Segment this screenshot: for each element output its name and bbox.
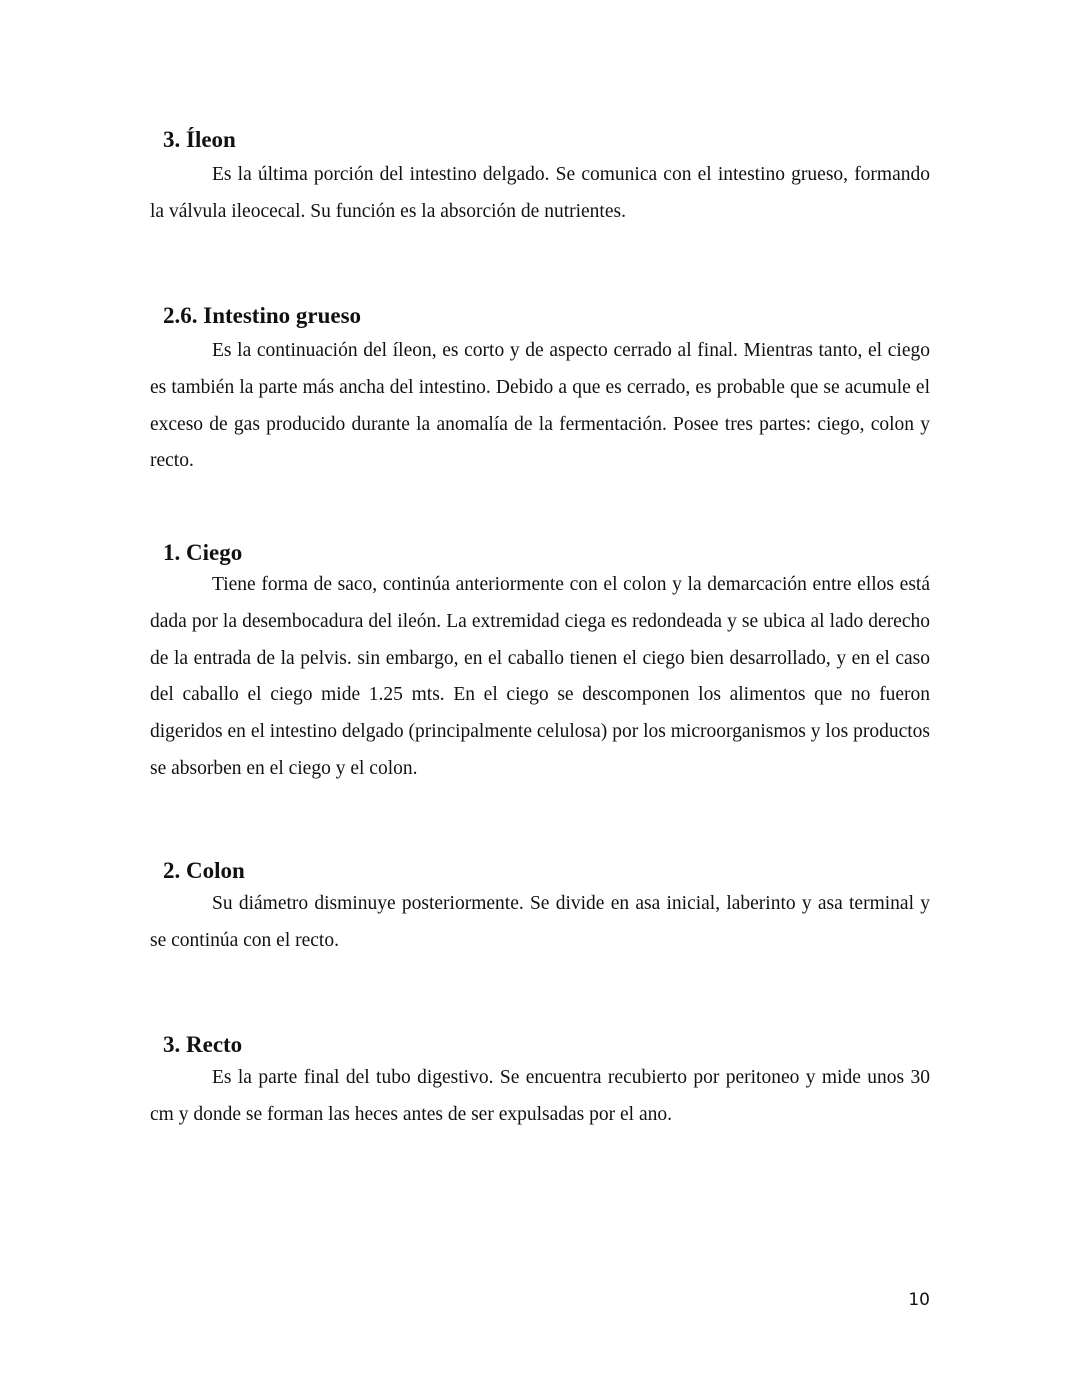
page-number: 10 [908,1290,930,1310]
section-paragraph-intestino-grueso: Es la continuación del íleon, es corto y de aspecto cerrado al final. Mientras tanto, el ciego es también la parte más ancha del intestino. Debido a que es cerrado, es probable que se acumule el exceso de gas producido durante la anomalía de la fermentación. Posee tres partes: ciego, colon y recto. [150,340,930,472]
section-heading-colon: 2. Colon [163,858,245,883]
section-paragraph-recto: Es la parte final del tubo digestivo. Se encuentra recubierto por peritoneo y mide unos 30 cm y donde se forman las heces antes de ser expulsadas por el ano. [150,1067,930,1125]
section-heading-intestino-grueso: 2.6. Intestino grueso [163,303,362,328]
section-paragraph-colon: Su diámetro disminuye posteriormente. Se divide en asa inicial, laberinto y asa terminal y se continúa con el recto. [150,893,930,951]
section-heading-recto: 3. Recto [163,1032,243,1057]
section-heading-ciego: 1. Ciego [163,540,243,565]
section-paragraph-ciego: Tiene forma de saco, continúa anteriormente con el colon y la demarcación entre ellos está dada por la desembocadura del ileón. La extremidad ciega es redondeada y se ubica al lado derecho de la entrada de la pelvis. sin embargo, en el caballo tienen el ciego bien desarrollado, y en el caso del caballo el ciego mide 1.25 mts. En el ciego se descomponen los alimentos que no fueron digeridos en el intestino delgado (principalmente celulosa) por los microorganismos y los productos se absorben en el ciego y el colon. [150,574,930,779]
section-heading-ileon: 3. Íleon [163,127,236,152]
section-paragraph-ileon: Es la última porción del intestino delgado. Se comunica con el intestino grueso, formando la válvula ileocecal. Su función es la absorción de nutrientes. [150,164,930,222]
